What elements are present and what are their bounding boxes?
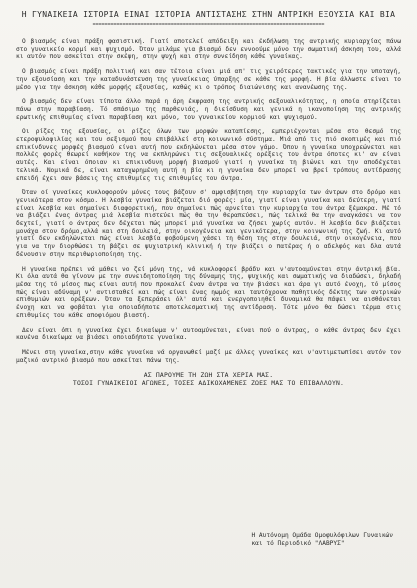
document-title: Η ΓΥΝΑΙΚΕΙΑ ΙΣΤΟΡΙΑ ΕΙΝΑΙ ΙΣΤΟΡΙΑ ΑΝΤΙΣΤΑΣΗΣ ΣΤΗΝ ΑΝΤΡΙΚΗ ΕΞΟΥΣΙΑ ΚΑΙ ΒΙΑ (21, 10, 396, 19)
slogan-2: ΤΟΣΟΙ ΓΥΝΑΙΚΕΙΟΙ ΑΓΩΝΕΣ, ΤΟΣΕΣ ΑΔΙΚΟΧΑΜΕΝΕΣ ΖΩΕΣ ΜΑΣ ΤΟ ΕΠΙΒΑΛΛΟΥΝ. (72, 379, 345, 388)
signature-line-1: Η Αυτόνομη Ομάδα Ομοφυλόφιλων Γυναικών (251, 532, 393, 539)
slogan-1: ΑΣ ΠΑΡΟΥΜΕ ΤΗ ΖΩΗ ΣΤΑ ΧΕΡΙΑ ΜΑΣ. (143, 371, 274, 380)
signature-line-2: και τό Περιοδικό "ΛΑΒΡΥΣ" (251, 540, 345, 547)
paragraph-7: Δεν είναι όπι η γυναίκα έχει δικαίωμα ν' αυτοαμύνεται, είναι πού ο άντρας, ο κάθε άντρας δεν έχει κανένα δικαίωμα να βιάσει οποιαδήποτε γυναίκα. (16, 326, 401, 342)
paragraph-1: Ο βιασμός είναι πράξη φασιστική. Γιατί αποτελεί απόδειξη και έκδήλωση της αντρικής κυριαρχίας πάνω στο γυναικείο κορμί και ψυχισμό. Όταν μιλάμε για βιασμό δεν εννοούμε μόνο την σωματική άσκηση του, αλλά κι αυτόν που ασκείται στην σκέψη, στην ψυχή και στην συνείδηση κάθε γυναίκας. (16, 38, 401, 61)
title-underline: ============================================================================= (92, 22, 325, 28)
slogan-block (16, 371, 401, 387)
paragraph-8: Μένει στη γυναίκα,στην κάθε γυναίκα νά οργανωθεί μαζί με άλλες γυναίκες και ν'αντιμετωπίσει αυτόν τον μαζικό αντρικό βιασμό που ασκείται πάνω της. (16, 348, 401, 364)
paragraph-3: Ο βιασμός δεν είναι τίποτα άλλο παρά η άρη έκφραση της αντρικής σεξουαλικότητας, η οποία στηρίζεται πάνω στην παραβίαση. Τό σπάσιμο της παρθενιάς, η διείσδυση και γενικά η ικανοποίηση της αντρικής ερωτικής επιθυμίας είναι παραβίαση και μόνο, του γυναικείου κορμιού και ψυχισμού. (16, 98, 401, 121)
signature (251, 532, 393, 548)
paragraph-4: Οι ρίζες της εξουσίας, οι ρίζες όλων των μορφών καταπίεσης, εμπεριέχονται μέσα στο θεσμό της ετεροφυλοφιλίας και του σεξισμού που επιβάλλεί στη κοινωνικό σύστημα. Μιά από τις πιό σκοπιμές και πιό επικίνδυνες μορφές βιασμού είναι αυτή που εκδηλώνεται μέσα στον γάμο. Όπου η γυναίκα υποχρεώνεται και πολλές φορές θεωρεί καθήκον της να εκπληρώνει τις σεξουαλικές ορέξεις του άντρα όποτες κι' αν είναι αυτές. Και είναι όποιαν κι επικινδυνη μορφή βιασμού γιατί η γυναίκα τη βιώνει και την αποδέχεται τελικά. Νομικά δε, είναι καταχωρημένη αυτή η βία κι η γυναίκα δεν μπορεί να βρεί τρόπους αντίδρασης επειδή έχει σαν βάσεις της επιθυμίες τις επιθυμίες του άντρα. (16, 128, 401, 182)
paragraph-5: Όταν οί γυναίκες κυκλοφορούν μόνες τους βάζουν σ' αμφισβήτηση την κυριαρχία των άντρων στο δρόμο και γενικότερα στον κόσμο. Η λεσβία γυναίκα βιάζεται διό φορές: μία, γιατί είναι γυναίκα και δεύτερη, γιατί είναι λεσβία και σημαίνει διαφορετική, που σημαίνει πώς αρνείται την κυριαρχία του άντρα ξέμακρα. Μέ τό να βιάζει ένας άντρας μιά λεσβία πιστεύει πώς θα την θεραπεύσει, πώς τελικά θα την αναγκάσει να τον δεχτεί, γιατί ο άντρας δεν δέχεται πώς μπορεί μιά γυναίκα να ζήσει χωρίς αυτόν. Η λεσβία δεν βιάζεται μονάχα στον δρόμο,αλλά και στη δουλειά, στην οικογένεια και γενικότερα, στην κοινωνική της ζωή. Κι αυτό γιατί δεν εκδηλώνεται πώς είναι λεσβία φοβούμενη χάσει τη θέση της στην δουλειά, στην οικογένεια, που για να την διορθώσει τη βάζει σε ψυχιατρική κλινική ή την βιάζει ο πατέρας ή ο αδελφός και δλα αυτά δένουσιν στην περιθωριοποίηση της. (16, 189, 401, 258)
paragraph-6: Η γυναίκα πρέπει νά μάθει νο ζεί μόνη της, νά κυκλοφορεί βράδυ και ν'αυτοαμύνεται στην άντρική βία. Κι όλα αυτά θα γίνουν με την συνειδητοποίηση της δύναμης της, ψυχικής και σωματικής να διαδώσει, δηλαδή μέσα της τό μίσος πως είναι αυτή που προκαλεί έναν άντρα να την βιάσει και άρα γι αυτό ένοχη, τό μίσος πώς είναι αδύναμη ν' αντισταθεί και πώς είναι ένας ηωμός και ταυτόχρονα παθητικός δέκτης των αντρικών επιθυμιών και ορέξεων. Όταν τα ξεπεράσει όλ' αυτά και ενεργοποιηθεί δυναμικά θα πάψει να αισθάνεται ένοχη και να φοβάται για οποιαδήποτε αποτελεσματική της αντίδραση. Τότε μόνο θα δώσει τέρμα στις επιθυμίες του κάθε αποφιόμου βιαστή. (16, 265, 401, 319)
paragraph-2: Ο βιασμός είναι πράξη πολιτική και σαν τέτοια είναι μιά απ' τις χειρότερες τακτικές για την υποταγή, την εξουσίαση και την καταδυνάστευση της γυναίκειας ύπαρξης σε κάθε της μορφή. Η βία άλλωστε είναι το μέσο για την άσκηση κάθε μορφής εξουσίας, καθώς κι ο τρόπος διαιώνισης και ανανέωσης της. (16, 68, 401, 91)
